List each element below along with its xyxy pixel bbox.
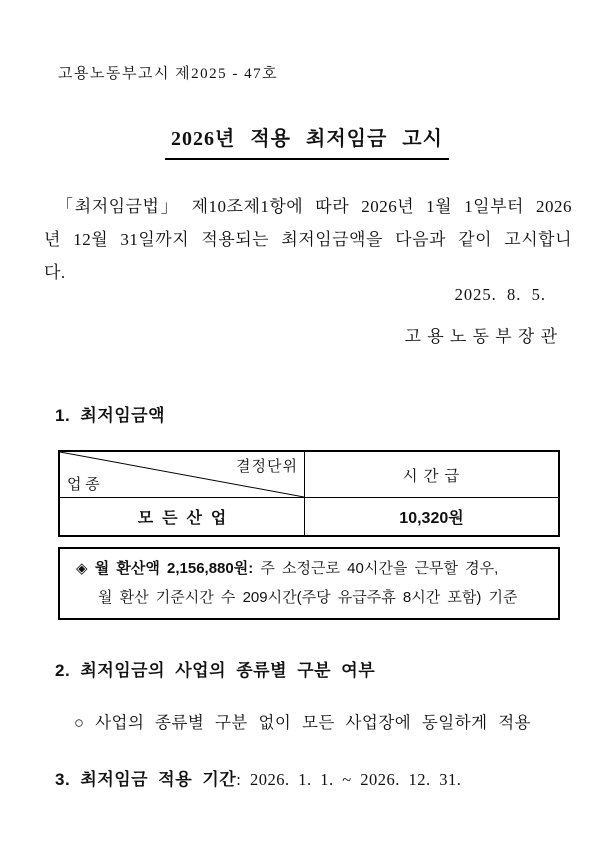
section-3-heading (55, 765, 461, 790)
note-line-1 (76, 554, 550, 583)
column-header-hourly-wage: 시 간 급 (305, 452, 558, 498)
minimum-wage-table (58, 450, 560, 537)
table-corner-cell (60, 452, 305, 498)
corner-label-decision-unit: 결정단위 (236, 459, 298, 475)
note-line-1-rest: 주 소정근로 40시간을 근무할 경우, (253, 560, 499, 577)
section-2-heading: 2. 최저임금의 사업의 종류별 구분 여부 (55, 661, 376, 680)
issue-date: 2025. 8. 5. (454, 285, 546, 304)
monthly-conversion-note-box (58, 547, 560, 620)
note-line-2: 월 환산 기준시간 수 209시간(주당 유급주휴 8시간 포함) 기준 (98, 589, 518, 606)
section-3-period-value: : 2026. 1. 1. ~ 2026. 12. 31. (236, 770, 462, 789)
notice-number: 고용노동부고시 제2025 - 47호 (58, 66, 279, 82)
diamond-bullet-icon: ◈ (76, 560, 88, 577)
body-paragraph: 「최저임금법」 제10조제1항에 따라 2026년 1월 1일부터 2026년 12월 31일까지 적용되는 최저임금액을 다음과 같이 고시합니다. (44, 197, 572, 282)
title-container (0, 122, 614, 160)
note-monthly-amount: 월 환산액 2,156,880원: (94, 560, 254, 577)
table-value-hourly-wage: 10,320원 (399, 510, 464, 527)
table-row-all-industries: 모 든 산 업 (60, 498, 305, 535)
section-3-heading-bold: 3. 최저임금 적용 기간 (55, 770, 237, 789)
issuer-title: 고 용 노 동 부 장 관 (404, 327, 558, 346)
section-1-heading: 1. 최저임금액 (55, 406, 166, 425)
corner-label-industry: 업 종 (67, 477, 100, 493)
document-title: 2026년 적용 최저임금 고시 (165, 122, 449, 160)
section-2-item: ○ 사업의 종류별 구분 없이 모든 사업장에 동일하게 적용 (74, 713, 532, 732)
